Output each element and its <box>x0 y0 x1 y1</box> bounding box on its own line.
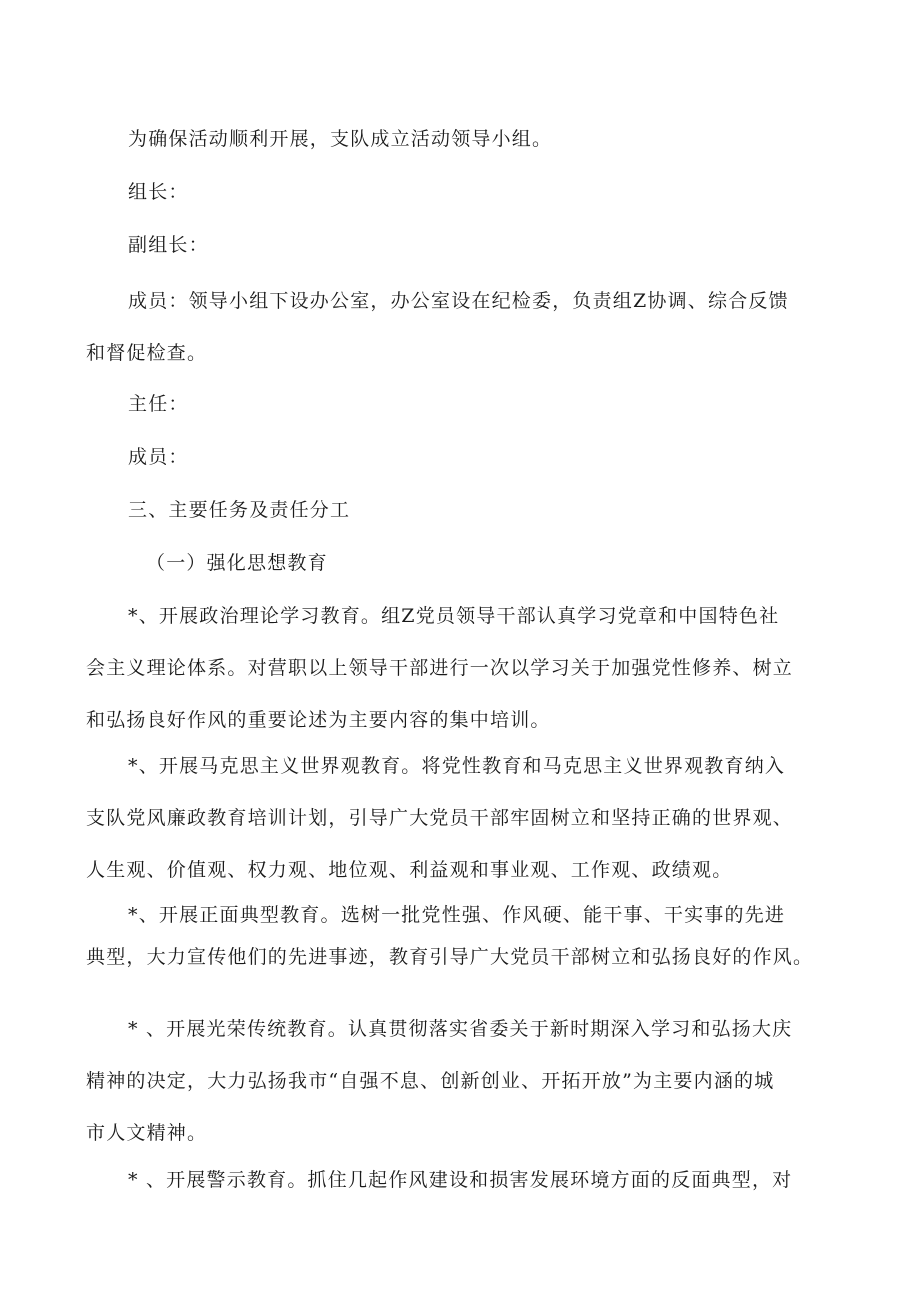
tradition-paragraph <box>86 1003 852 1159</box>
warning-paragraph <box>86 1154 852 1206</box>
role-model-paragraph <box>86 894 852 978</box>
text-line: 支队党风廉政教育培训计划，引导广大党员干部牢固树立和坚持正确的世界观、 <box>86 807 794 829</box>
text-line: 精神的决定，大力弘扬我市“自强不息、创新创业、开拓开放”为主要内涵的城 <box>86 1070 775 1092</box>
text-line: 副组长： <box>128 234 209 256</box>
text-line: 成员：领导小组下设办公室，办公室设在纪检委，负责组Z协调、综合反馈 <box>128 290 789 312</box>
deputy-leader-line <box>86 219 852 271</box>
text-line: 组长： <box>128 181 189 203</box>
text-line: 成员： <box>128 446 189 468</box>
subsection-heading <box>86 537 852 589</box>
text-line: * 、开展警示教育。抓住几起作风建设和损害发展环境方面的反面典型，对 <box>128 1169 793 1191</box>
section-heading <box>86 484 852 536</box>
text-line: 和弘扬良好作风的重要论述为主要内容的集中培训。 <box>86 709 551 731</box>
text-line: 主任： <box>128 393 189 415</box>
text-line: （一）强化思想教育 <box>146 552 328 574</box>
political-theory-paragraph <box>86 590 852 746</box>
group-leader-line <box>86 166 852 218</box>
office-members-line <box>86 431 852 483</box>
text-line: * 、开展光荣传统教育。认真贯彻落实省委关于新时期深入学习和弘扬大庆 <box>128 1018 793 1040</box>
director-line <box>86 378 852 430</box>
worldview-paragraph <box>86 740 852 896</box>
text-line: 市人文精神。 <box>86 1122 208 1144</box>
text-line: *、开展正面典型教育。选树一批党性强、作风硬、能干事、干实事的先进 <box>128 904 786 926</box>
text-line: *、开展马克思主义世界观教育。将党性教育和马克思主义世界观教育纳入 <box>128 755 786 777</box>
text-line: 典型，大力宣传他们的先进事迹，教育引导广大党员干部树立和弘扬良好的作风。 <box>86 946 814 968</box>
text-line: 人生观、价值观、权力观、地位观、利益观和事业观、工作观、政绩观。 <box>86 859 733 881</box>
text-line: 三、主要任务及责任分工 <box>128 499 351 521</box>
text-line: 为确保活动顺利开展，支队成立活动领导小组。 <box>128 128 553 150</box>
members-paragraph <box>86 275 852 379</box>
intro-paragraph <box>86 113 852 165</box>
text-line: 和督促检查。 <box>86 342 208 364</box>
text-line: *、开展政治理论学习教育。组Z党员领导干部认真学习党章和中国特色社 <box>128 605 780 627</box>
text-line: 会主义理论体系。对营职以上领导干部进行一次以学习关于加强党性修养、树立 <box>86 657 794 679</box>
